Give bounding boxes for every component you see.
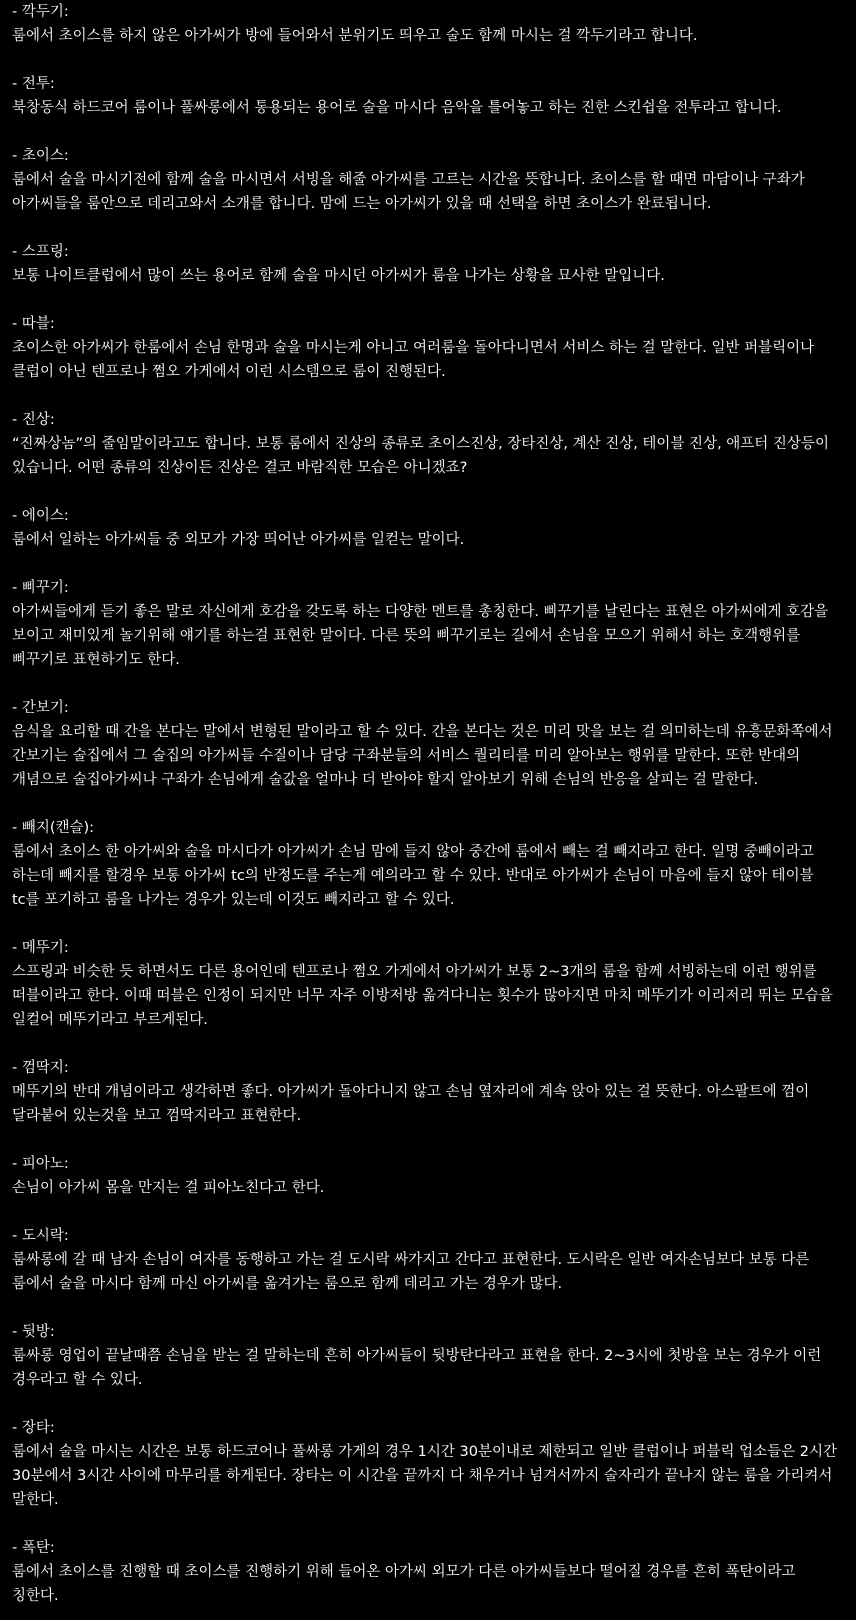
glossary-entry — [12, 72, 842, 120]
entry-description: 룸에서 초이스 한 아가씨와 술을 마시다가 아가씨가 손님 맘에 들지 않아 중간에 룸에서 빼는 걸 빼지라고 한다. 일명 중빼이라고 하는데 빼지를 할경우 보통 아가씨 tc의 반정도를 주는게 예의라고 할 수 있다. 반대로 아가씨가 손님이 마음에 들지 않아 테이블 tc를 포기하고 룸을 나가는 경우가 있는데 이것도 빼지라고 할 수 있다. — [12, 844, 814, 908]
entry-description: 룸에서 초이스를 하지 않은 아가씨가 방에 들어와서 분위기도 띄우고 술도 함께 마시는 걸 깍두기라고 합니다. — [12, 28, 698, 44]
entry-term: - 폭탄: — [12, 1540, 55, 1556]
glossary-entry — [12, 1320, 842, 1392]
entry-description: 룸에서 술을 마시기전에 함께 술을 마시면서 서빙을 해줄 아가씨를 고르는 시간을 뜻합니다. 초이스를 할 때면 마담이나 구좌가 아가씨들을 룸안으로 데리고와서 소개를 합니다. 맘에 드는 아가씨가 있을 때 선택을 하면 초이스가 완료됩니다. — [12, 172, 805, 212]
entry-term: - 뒷방: — [12, 1324, 55, 1340]
entry-term: - 삐꾸기: — [12, 580, 69, 596]
entry-term: - 피아노: — [12, 1156, 69, 1172]
glossary-entry — [12, 408, 842, 480]
entry-description: 룸에서 초이스를 진행할 때 초이스를 진행하기 위해 들어온 아가씨 외모가 다른 아가씨들보다 떨어질 경우를 흔히 폭탄이라고 칭한다. — [12, 1564, 796, 1604]
entry-term: - 스프링: — [12, 244, 69, 260]
entry-description: 룸에서 술을 마시는 시간은 보통 하드코어나 풀싸롱 가게의 경우 1시간 30분이내로 제한되고 일반 클럽이나 퍼블릭 업소들은 2시간 30분에서 3시간 사이에 마무리를 하게된다. 장타는 이 시간을 끝까지 다 채우거나 넘겨서까지 술자리가 끝나지 않는 룸을 가리켜서 말한다. — [12, 1444, 837, 1508]
entry-description: 보통 나이트클럽에서 많이 쓰는 용어로 함께 술을 마시던 아가씨가 룸을 나가는 상황을 묘사한 말입니다. — [12, 268, 665, 284]
entry-term: - 간보기: — [12, 700, 69, 716]
glossary-entry — [12, 936, 842, 1032]
glossary-entry — [12, 816, 842, 912]
glossary-entry — [12, 144, 842, 216]
entry-description: 메뚜기의 반대 개념이라고 생각하면 좋다. 아가씨가 돌아다니지 않고 손님 옆자리에 계속 앉아 있는 걸 뜻한다. 아스팔트에 껌이 달라붙어 있는것을 보고 껌딱지라고 표현한다. — [12, 1084, 810, 1124]
entry-term: - 도시락: — [12, 1228, 69, 1244]
glossary-entry — [12, 312, 842, 384]
glossary-entry — [12, 504, 842, 552]
entry-term: - 에이스: — [12, 508, 69, 524]
entry-description: 스프링과 비슷한 듯 하면서도 다른 용어인데 텐프로나 쩜오 가게에서 아가씨가 보통 2~3개의 룸을 함께 서빙하는데 이런 행위를 떠블이라고 한다. 이때 떠블은 인정이 되지만 너무 자주 이방저방 옮겨다니는 횟수가 많아지면 마치 메뚜기가 이리저리 뛰는 모습을 일컬어 메뚜기라고 부르게된다. — [12, 964, 833, 1028]
glossary-entry — [12, 240, 842, 288]
glossary-entry — [12, 1536, 842, 1608]
entry-term: - 껌딱지: — [12, 1060, 69, 1076]
entry-description: 룸싸롱 영업이 끝날때쯤 손님을 받는 걸 말하는데 흔히 아가씨들이 뒷방탄다라고 표현을 한다. 2~3시에 첫방을 보는 경우가 이런 경우라고 할 수 있다. — [12, 1348, 822, 1388]
entry-description: 손님이 아가씨 몸을 만지는 걸 피아노친다고 한다. — [12, 1180, 325, 1196]
glossary-entry — [12, 0, 842, 48]
entry-description: 룸싸롱에 갈 때 남자 손님이 여자를 동행하고 가는 걸 도시락 싸가지고 간다고 표현한다. 도시락은 일반 여자손님보다 보통 다른 룸에서 술을 마시다 함께 마신 아가씨를 옮겨가는 룸으로 함께 데리고 가는 경우가 많다. — [12, 1252, 810, 1292]
entry-term: - 초이스: — [12, 148, 69, 164]
glossary-entry — [12, 1224, 842, 1296]
entry-term: - 깍두기: — [12, 4, 69, 20]
entry-term: - 빼지(캔슬): — [12, 820, 95, 836]
entry-description: 룸에서 일하는 아가씨들 중 외모가 가장 띄어난 아가씨를 일컫는 말이다. — [12, 532, 465, 548]
entry-description: 음식을 요리할 때 간을 본다는 말에서 변형된 말이라고 할 수 있다. 간을 본다는 것은 미리 맛을 보는 걸 의미하는데 유흥문화쪽에서 간보기는 술집에서 그 술집의 아가씨들 수질이나 담당 구좌분들의 서비스 퀄리티를 미리 알아보는 행위를 말한다. 또한 반대의 개념으로 술집아가씨나 구좌가 손님에게 술값을 얼마나 더 받아야 할지 알아보기 위해 손님의 반응을 살피는 걸 말한다. — [12, 724, 833, 788]
entry-term: - 진상: — [12, 412, 55, 428]
glossary-entry — [12, 576, 842, 672]
entry-term: - 전투: — [12, 76, 55, 92]
entry-description: 북창동식 하드코어 룸이나 풀싸롱에서 통용되는 용어로 술을 마시다 음악을 틀어놓고 하는 진한 스킨쉽을 전투라고 합니다. — [12, 100, 782, 116]
glossary-entry — [12, 1416, 842, 1512]
entry-term: - 메뚜기: — [12, 940, 69, 956]
glossary-entry — [12, 696, 842, 792]
entry-description: “진짜상놈”의 줄임말이라고도 합니다. 보통 룸에서 진상의 종류로 초이스진상, 장타진상, 계산 진상, 테이블 진상, 애프터 진상등이 있습니다. 어떤 종류의 진상이든 진상은 결코 바람직한 모습은 아니겠죠? — [12, 436, 829, 476]
glossary-entry — [12, 1056, 842, 1128]
entry-description: 아가씨들에게 듣기 좋은 말로 자신에게 호감을 갖도록 하는 다양한 멘트를 총칭한다. 삐꾸기를 날린다는 표현은 아가씨에게 호감을 보이고 재미있게 놀기위해 얘기를 하는걸 표현한 말이다. 다른 뜻의 삐꾸기로는 길에서 손님을 모으기 위해서 하는 호객행위를 삐꾸기로 표현하기도 한다. — [12, 604, 829, 668]
glossary-entry — [12, 1152, 842, 1200]
entry-term: - 장타: — [12, 1420, 55, 1436]
entry-description: 초이스한 아가씨가 한룸에서 손님 한명과 술을 마시는게 아니고 여러룸을 돌아다니면서 서비스 하는 걸 말한다. 일반 퍼블릭이나 클럽이 아닌 텐프로나 쩜오 가게에서 이런 시스템으로 룸이 진행된다. — [12, 340, 815, 380]
entry-term: - 따블: — [12, 316, 55, 332]
